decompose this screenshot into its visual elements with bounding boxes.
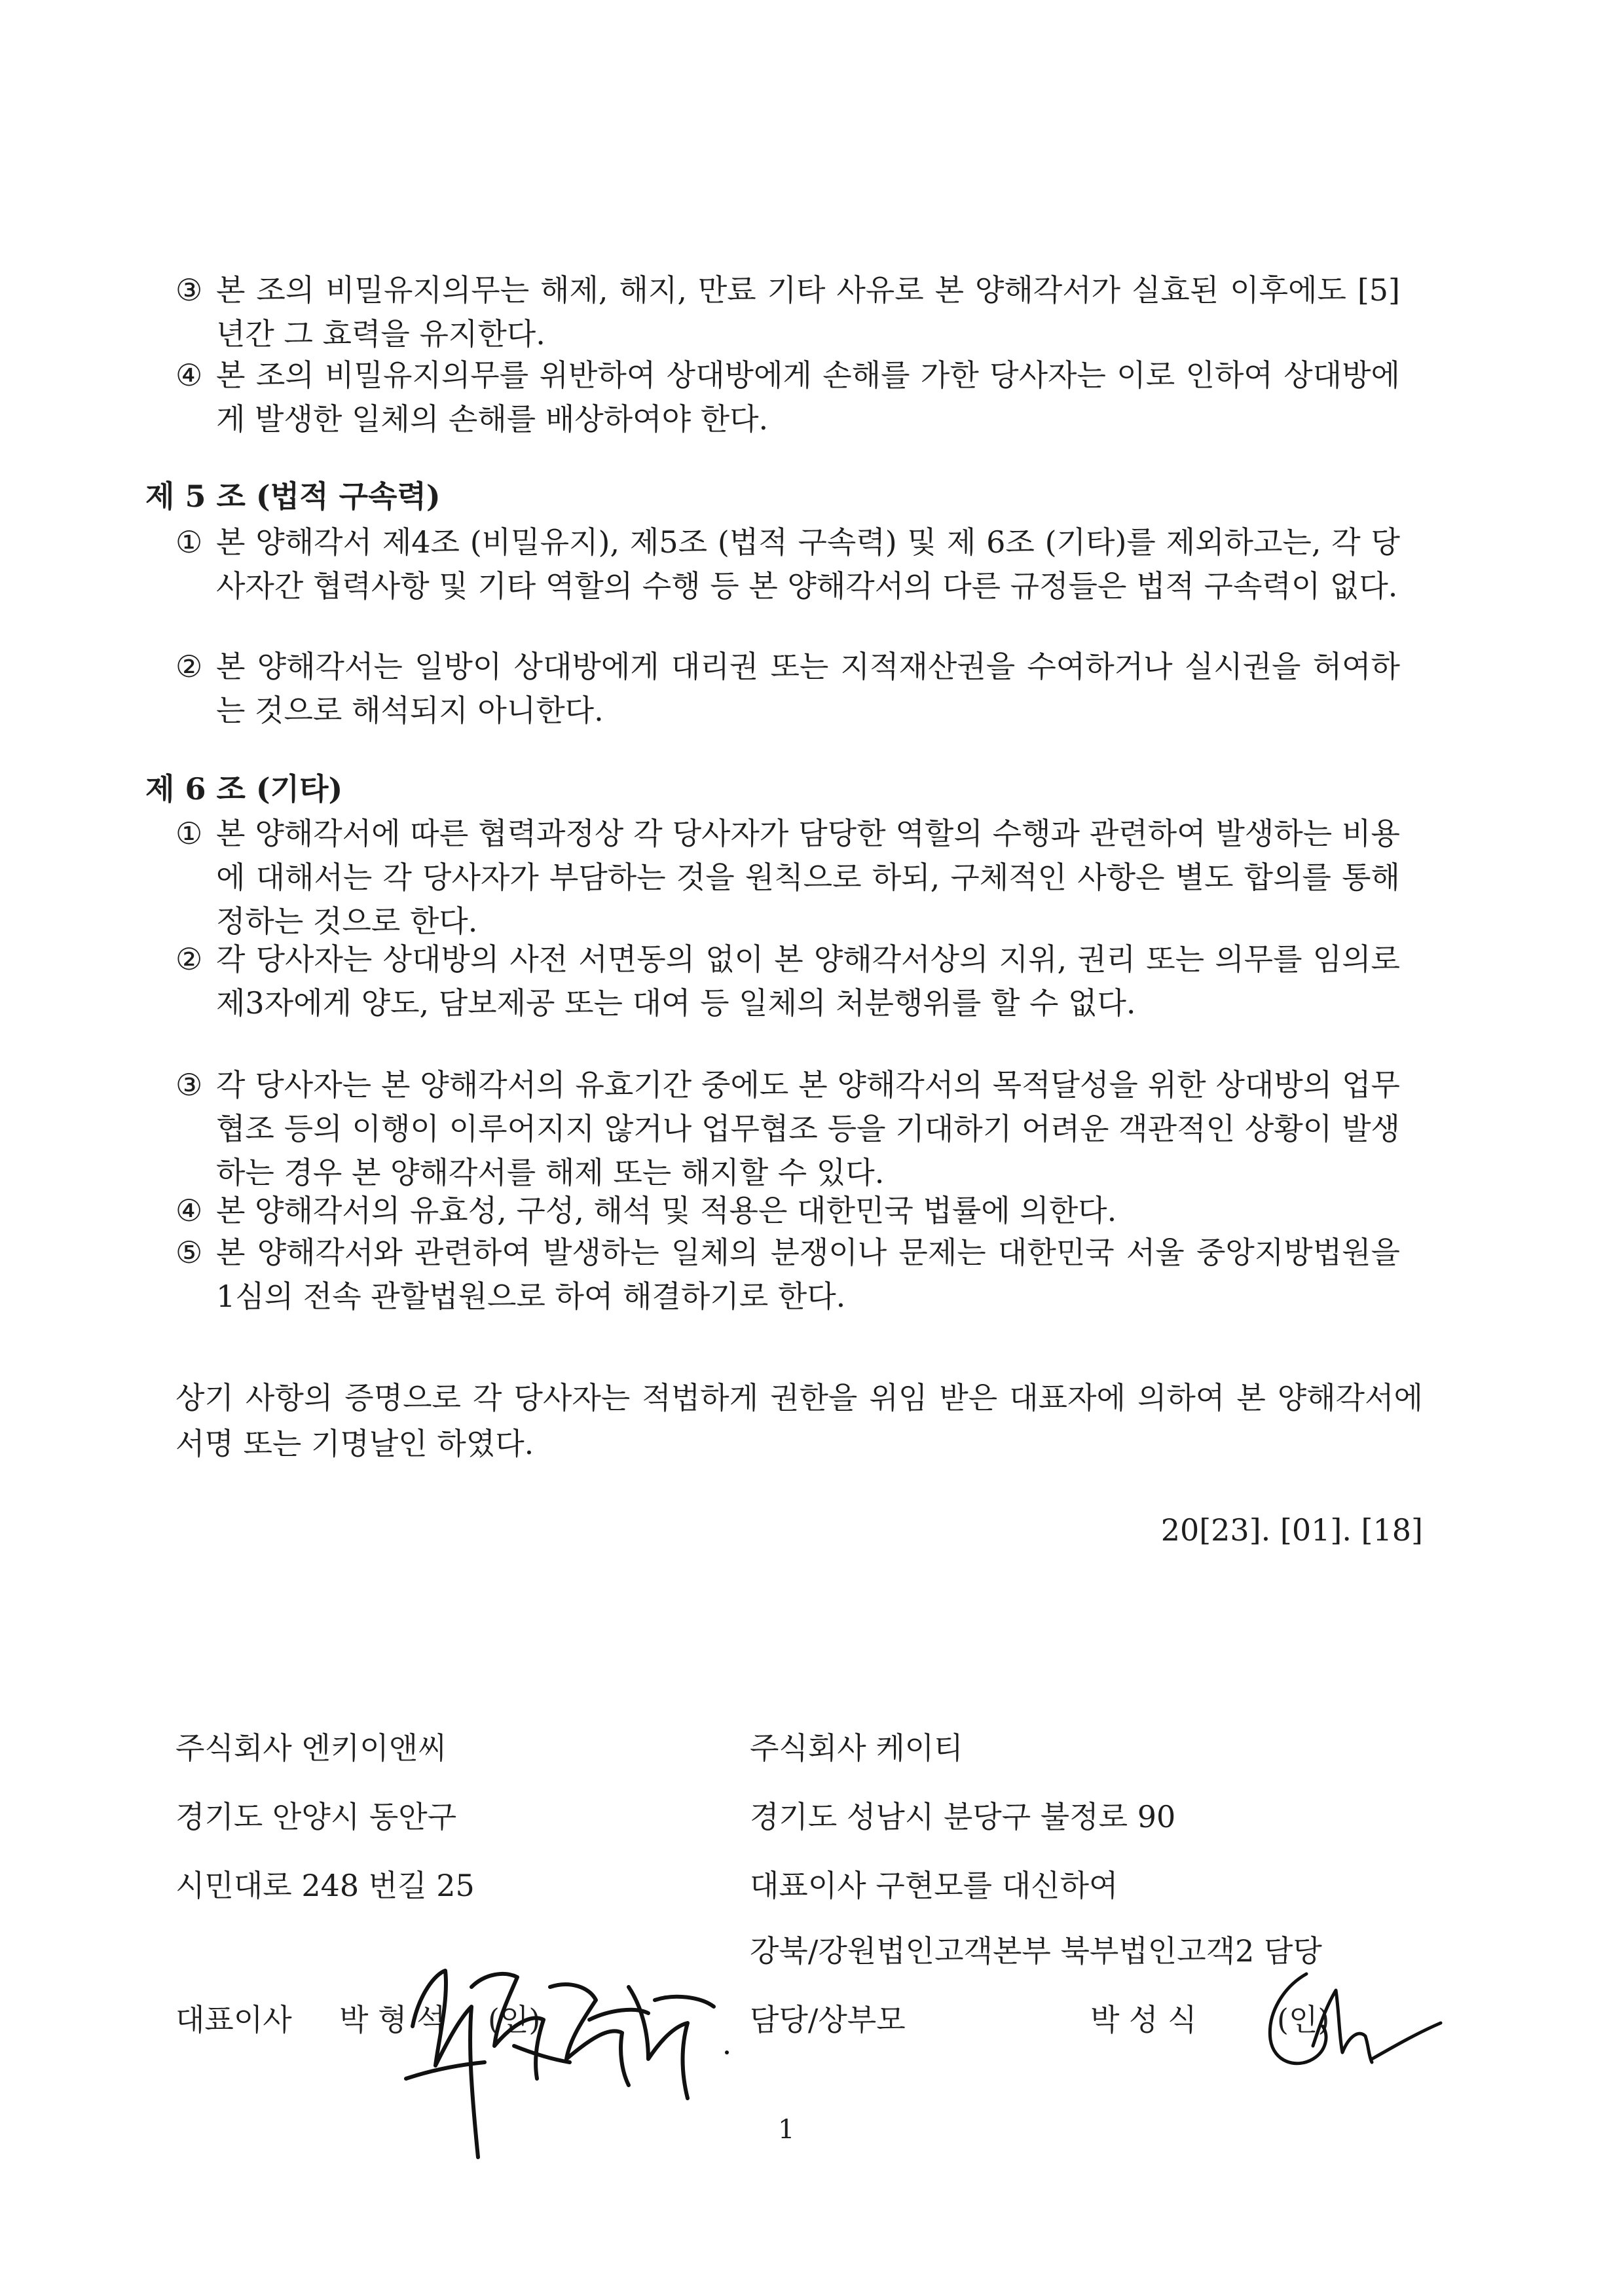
party-a-address2: 시민대로 248 번길 25 (175, 1868, 475, 1903)
article6-item-3 (175, 1063, 1400, 1195)
article6-item-4 (175, 1189, 1400, 1233)
item-text: 본 조의 비밀유지의무는 해제, 해지, 만료 기타 사유로 본 양해각서가 실효된 이후에도 [5]년간 그 효력을 유지한다. (216, 272, 1400, 352)
party-a-address1: 경기도 안양시 동안구 (175, 1799, 457, 1834)
item-text: 본 양해각서는 일방이 상대방에게 대리권 또는 지적재산권을 수여하거나 실시권을 허여하는 것으로 해석되지 아니한다. (216, 649, 1400, 728)
party-a-company: 주식회사 엔키이앤씨 (175, 1730, 447, 1766)
item-number: ② (175, 649, 203, 684)
item-text: 본 양해각서와 관련하여 발생하는 일체의 분쟁이나 문제는 대한민국 서울 중앙지방법원을 1심의 전속 관할법원으로 하여 해결하기로 한다. (216, 1235, 1400, 1314)
item-text: 본 조의 비밀유지의무를 위반하여 상대방에게 손해를 가한 당사자는 이로 인하여 상대방에게 발생한 일체의 손해를 배상하여야 한다. (216, 357, 1400, 437)
party-a-rep-title: 대표이사 (175, 2002, 292, 2037)
signing-date: 20[23]. [01]. [18] (1160, 1512, 1423, 1548)
article5-heading: 제 5 조 (법적 구속력) (145, 479, 441, 514)
article4-item-3 (175, 268, 1400, 356)
item-number: ③ (175, 1067, 203, 1102)
article6-heading: 제 6 조 (기타) (145, 771, 343, 807)
item-text: 본 양해각서 제4조 (비밀유지), 제5조 (법적 구속력) 및 제 6조 (기타)를 제외하고는, 각 당사자간 협력사항 및 기타 역할의 수행 등 본 양해각서의 다른 규정들은 법적 구속력이 없다. (216, 524, 1400, 604)
party-a-rep-name: 박 형 석 (339, 2002, 446, 2037)
item-number: ② (175, 941, 203, 977)
signature-a-image (373, 1948, 740, 2164)
article6-item-2 (175, 938, 1400, 1025)
article6-item-5 (175, 1231, 1400, 1319)
item-number: ① (175, 816, 203, 851)
article5-item-1 (175, 520, 1400, 608)
party-b-department: 강북/강원법인고객본부 북부법인고객2 담당 (750, 1933, 1322, 1969)
item-text: 각 당사자는 상대방의 사전 서면동의 없이 본 양해각서상의 지위, 권리 또는 의무를 임의로 제3자에게 양도, 담보제공 또는 대여 등 일체의 처분행위를 할 수 없다. (216, 941, 1400, 1021)
item-number: ④ (175, 1193, 203, 1228)
article4-item-4 (175, 354, 1400, 441)
party-b-company: 주식회사 케이티 (750, 1730, 963, 1766)
party-b-seal: (인) (1277, 2002, 1330, 2037)
item-text: 본 양해각서에 따른 협력과정상 각 당사자가 담당한 역할의 수행과 관련하여 발생하는 비용에 대해서는 각 당사자가 부담하는 것을 원칙으로 하되, 구체적인 사항은 별도 합의를 통해 정하는 것으로 한다. (216, 816, 1400, 939)
signature-b-image (1244, 1954, 1447, 2085)
party-b-address: 경기도 성남시 분당구 불정로 90 (750, 1799, 1176, 1834)
party-a-seal: (인) (488, 2002, 541, 2037)
item-number: ⑤ (175, 1235, 203, 1270)
party-b-rep-name: 박 성 식 (1090, 2002, 1197, 2037)
item-text: 본 양해각서의 유효성, 구성, 해석 및 적용은 대한민국 법률에 의한다. (216, 1193, 1117, 1228)
party-b-proxy: 대표이사 구현모를 대신하여 (750, 1868, 1118, 1903)
article5-item-2 (175, 645, 1400, 733)
item-text: 각 당사자는 본 양해각서의 유효기간 중에도 본 양해각서의 목적달성을 위한 상대방의 업무협조 등의 이행이 이루어지지 않거나 업무협조 등을 기대하기 어려운 객관적인 상황이 발생하는 경우 본 양해각서를 해제 또는 해지할 수 있다. (216, 1067, 1400, 1190)
item-number: ① (175, 524, 203, 560)
closing-statement: 상기 사항의 증명으로 각 당사자는 적법하게 권한을 위임 받은 대표자에 의하여 본 양해각서에 서명 또는 기명날인 하였다. (175, 1380, 1423, 1461)
article6-item-1 (175, 812, 1400, 943)
page-number: 1 (778, 2115, 795, 2145)
party-b-rep-title: 담당/상부모 (750, 2002, 906, 2037)
item-number: ③ (175, 272, 203, 308)
item-number: ④ (175, 357, 203, 393)
